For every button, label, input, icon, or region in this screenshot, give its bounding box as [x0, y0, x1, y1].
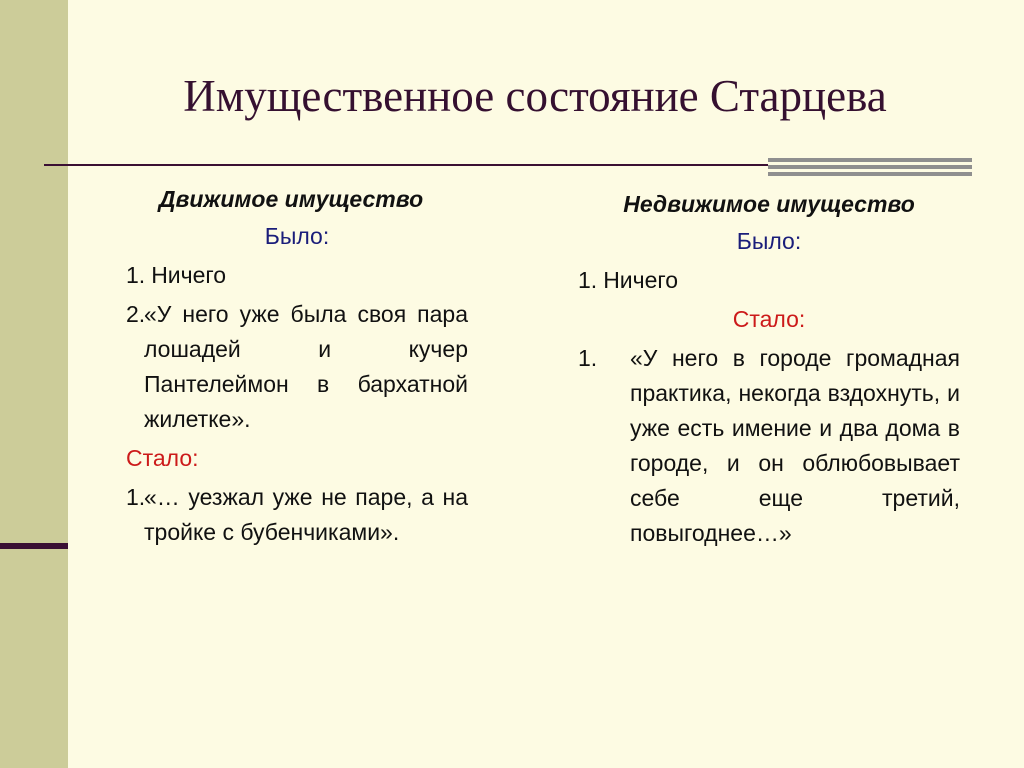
item-number: 1.: [126, 484, 146, 510]
column-heading: Недвижимое имущество: [623, 191, 915, 217]
item-number: 1.: [578, 267, 598, 293]
item-text: «… уезжал уже не паре, а на тройке с бубенчиками».: [144, 484, 468, 545]
item-number: 1.: [578, 345, 598, 371]
column-heading: Движимое имущество: [158, 186, 424, 212]
list-item: [126, 258, 468, 293]
after-label: Стало:: [126, 445, 199, 471]
movable-property-column: [126, 182, 468, 554]
slide-title: Имущественное состояние Старцева: [183, 71, 887, 121]
after-label: Стало:: [732, 306, 806, 332]
item-text: Ничего: [151, 262, 227, 288]
item-number: 1.: [126, 262, 146, 288]
list-item: [578, 341, 960, 551]
item-text: Ничего: [603, 267, 679, 293]
item-number: 2.: [126, 301, 146, 327]
decorative-band-mark: [0, 543, 68, 549]
item-text: «У него в городе громадная практика, некогда вздохнуть, и уже есть имение и два дома в городе, и он облюбовывает себе еще третий, повыгоднее…»: [630, 345, 960, 546]
title-divider: [44, 164, 768, 166]
before-label: Было:: [736, 228, 802, 254]
decorative-divider-bar: [768, 158, 972, 178]
real-estate-column: [578, 187, 960, 555]
item-text: «У него уже была своя пара лошадей и кучер Пантелеймон в бархатной жилетке».: [144, 301, 468, 432]
list-item: [126, 480, 468, 550]
before-label: Было:: [264, 223, 330, 249]
list-item: [578, 263, 960, 298]
list-item: [126, 297, 468, 437]
